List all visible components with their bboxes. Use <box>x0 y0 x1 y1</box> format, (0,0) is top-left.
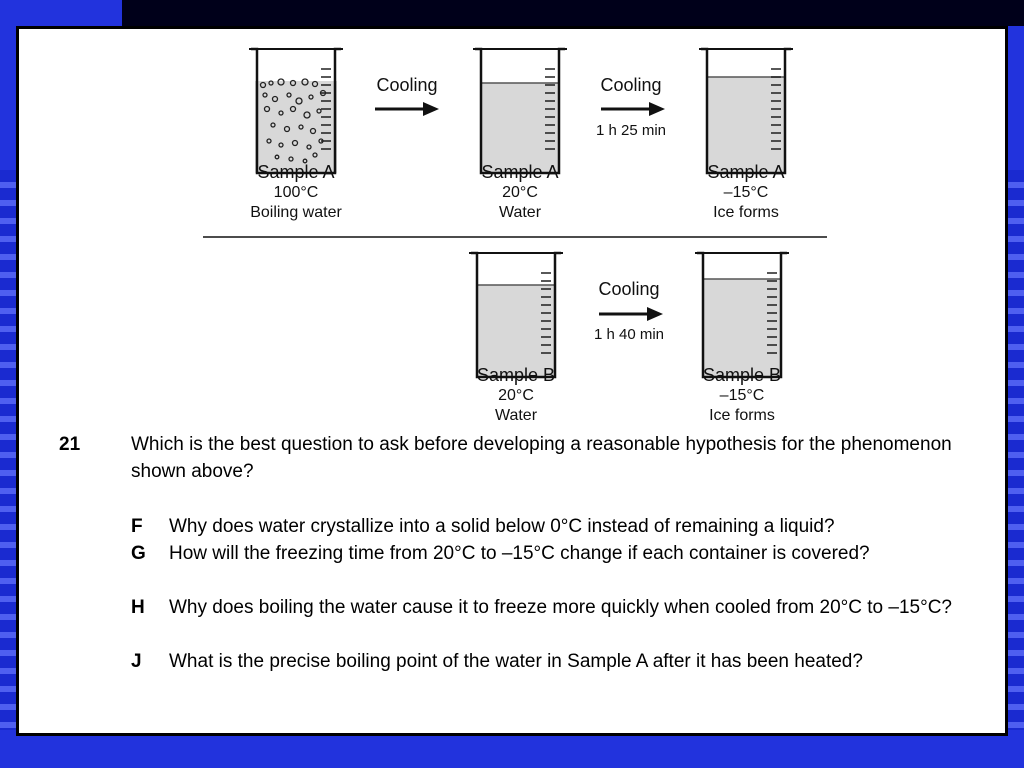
caption-sample: Sample B <box>476 365 556 385</box>
cooling-label-top-2: Cooling <box>600 75 662 95</box>
question-number: 21 <box>59 434 81 455</box>
beaker-figure <box>19 29 1005 429</box>
caption-sample: Sample A <box>257 162 335 182</box>
caption-sample: Sample A <box>707 162 785 182</box>
top-bar <box>0 0 1024 26</box>
caption-temp: 100°C <box>273 184 319 201</box>
slide <box>16 26 1008 736</box>
cooling-label-top-1: Cooling <box>376 75 438 95</box>
right-stripe-decoration <box>1008 170 1024 730</box>
beaker-top-2 <box>473 49 567 173</box>
beaker-liquid <box>481 83 559 173</box>
option-letter: G <box>131 543 146 564</box>
option-text: How will the freezing time from 20°C to –15°C change if each container is covered? <box>169 543 870 564</box>
duration-bottom: 1 h 40 min <box>593 326 665 343</box>
caption-state: Water <box>498 204 542 221</box>
beaker-bottom-1 <box>469 253 563 377</box>
option-letter: H <box>131 597 145 618</box>
caption-sample: Sample A <box>481 162 559 182</box>
caption-state: Boiling water <box>250 204 342 221</box>
option-text: Why does water crystallize into a solid below 0°C instead of remaining a liquid? <box>169 516 835 537</box>
arrow-icon <box>599 307 663 321</box>
arrow-icon <box>375 102 439 116</box>
beaker-liquid <box>703 279 781 377</box>
arrow-icon <box>601 102 665 116</box>
beaker-top-1 <box>249 49 343 173</box>
caption-temp: –15°C <box>723 184 769 201</box>
top-bar-accent <box>0 0 122 26</box>
option-letter: F <box>131 516 143 537</box>
caption-state: Ice forms <box>709 407 775 424</box>
caption-sample: Sample B <box>702 365 782 385</box>
option-text: Why does boiling the water cause it to freeze more quickly when cooled from 20°C to –15°C? <box>169 597 952 618</box>
cooling-label-bottom: Cooling <box>598 279 660 299</box>
caption-state: Ice forms <box>713 204 779 221</box>
option-letter: J <box>131 651 142 672</box>
caption-temp: 20°C <box>498 387 534 404</box>
caption-temp: 20°C <box>502 184 538 201</box>
beaker-liquid <box>477 285 555 377</box>
beaker-bottom-2 <box>695 253 789 377</box>
duration-top: 1 h 25 min <box>595 122 667 139</box>
caption-state: Water <box>494 407 538 424</box>
question-text: Which is the best question to ask before developing a reasonable hypothesis for the phenomenon shown above? <box>131 434 952 482</box>
caption-temp: –15°C <box>719 387 765 404</box>
left-stripe-decoration <box>0 170 16 730</box>
beaker-top-3 <box>699 49 793 173</box>
option-text: What is the precise boiling point of the water in Sample A after it has been heated? <box>169 651 863 672</box>
